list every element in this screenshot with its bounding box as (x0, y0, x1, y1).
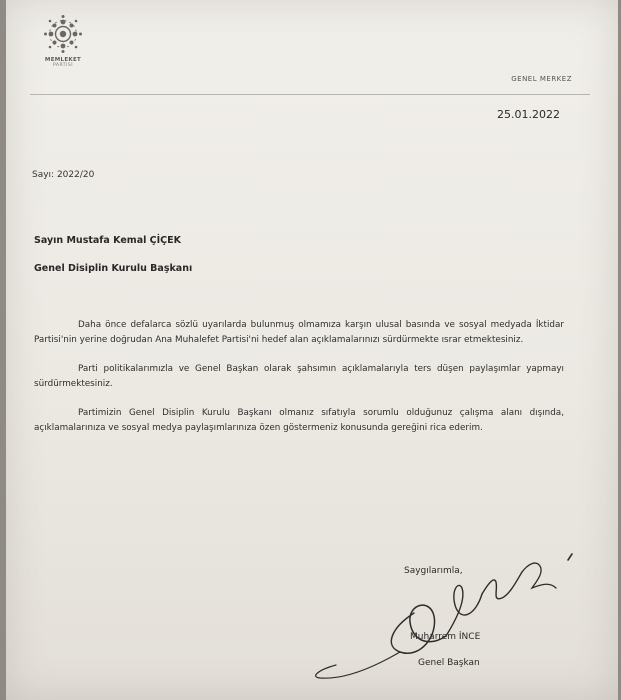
letter-date: 25.01.2022 (497, 108, 560, 121)
body-paragraph: Partimizin Genel Disiplin Kurulu Başkanı olmanız sıfatıyla sorumlu olduğunuz çalışma alanı dışında, açıklamalarınıza ve sosyal medya paylaşımlarınıza özen göstermeniz konusunda gereğini rica ederim. (34, 408, 564, 433)
party-emblem-icon (43, 14, 83, 54)
body-paragraph: Daha önce defalarca sözlü uyarılarda bulunmuş olmamıza karşın ulusal basında ve sosyal medyada İktidar Partisi'nin yerine doğrudan Ana Muhalefet Partisi'ni hedef alan açıklamalarınızı sürdürmekte ısrar etmektesiniz. (34, 320, 564, 345)
closing-salutation: Saygılarımla, (404, 566, 463, 576)
party-logo-subtitle: PARTISI (52, 63, 74, 68)
office-label: GENEL MERKEZ (511, 75, 572, 83)
party-logo (36, 14, 90, 68)
recipient-title: Genel Disiplin Kurulu Başkanı (34, 263, 193, 274)
reference-number: Sayı: 2022/20 (32, 170, 95, 180)
letter-page (6, 0, 618, 700)
header-divider (30, 94, 590, 95)
party-logo-name: MEMLEKET (44, 57, 82, 63)
body-paragraph: Parti politikalarımızla ve Genel Başkan olarak şahsımın açıklamalarıyla ters düşen paylaşımlar yapmayı sürdürmektesiniz. (34, 364, 564, 389)
letter-body (34, 318, 564, 450)
signatory-name: Muharrem İNCE (410, 632, 481, 642)
recipient-name: Sayın Mustafa Kemal ÇİÇEK (34, 235, 181, 246)
signatory-title: Genel Başkan (418, 658, 480, 668)
